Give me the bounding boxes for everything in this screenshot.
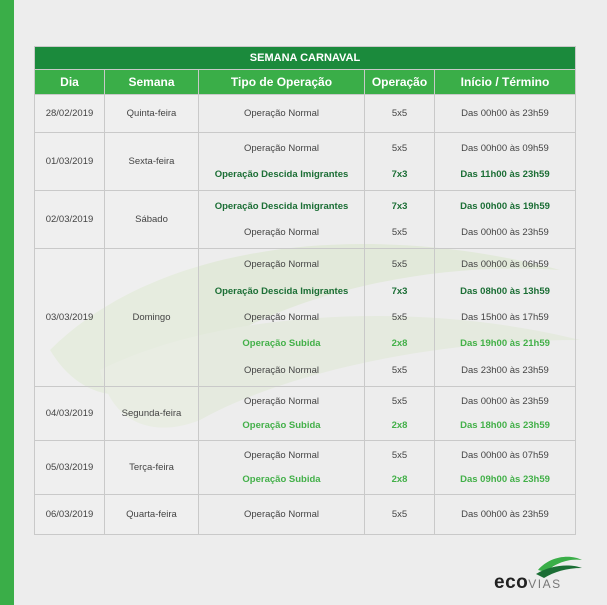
op-time-text: Das 00h00 às 23h59 bbox=[461, 108, 549, 119]
table-row bbox=[35, 249, 576, 387]
op-type-text: Operação Normal bbox=[244, 509, 319, 520]
cell-op bbox=[365, 95, 435, 133]
op-op-text: 5x5 bbox=[391, 259, 408, 271]
cell-type bbox=[199, 495, 365, 535]
op-type-text: Operação Descida Imigrantes bbox=[214, 285, 349, 297]
op-time-text: Das 00h00 às 23h59 bbox=[461, 396, 549, 407]
op-op-text: 5x5 bbox=[391, 108, 408, 119]
cell-lines bbox=[435, 252, 575, 384]
op-time-text: Das 00h00 às 06h59 bbox=[461, 259, 549, 271]
op-type-text: Operação Normal bbox=[244, 143, 319, 154]
logo-main: eco bbox=[494, 572, 529, 593]
cell-lines bbox=[365, 98, 434, 130]
cell-weekday: Sábado bbox=[105, 191, 199, 249]
op-time-text: Das 00h00 às 07h59 bbox=[461, 450, 549, 461]
cell-date: 06/03/2019 bbox=[35, 495, 105, 535]
op-type-text: Operação Normal bbox=[244, 259, 319, 271]
op-op-text: 5x5 bbox=[391, 509, 408, 520]
op-op-text: 5x5 bbox=[391, 364, 408, 376]
left-accent-stripe bbox=[0, 0, 14, 605]
cell-date: 28/02/2019 bbox=[35, 95, 105, 133]
cell-date: 02/03/2019 bbox=[35, 191, 105, 249]
cell-date: 05/03/2019 bbox=[35, 441, 105, 495]
op-op-text: 5x5 bbox=[391, 227, 408, 238]
cell-lines bbox=[199, 194, 364, 246]
op-time-text: Das 00h00 às 23h59 bbox=[461, 227, 549, 238]
cell-lines bbox=[435, 136, 575, 188]
table-row bbox=[35, 387, 576, 441]
cell-weekday: Sexta-feira bbox=[105, 133, 199, 191]
op-type-text: Operação Normal bbox=[244, 396, 319, 407]
op-time-text: Das 00h00 às 23h59 bbox=[461, 509, 549, 520]
cell-date: 03/03/2019 bbox=[35, 249, 105, 387]
op-op-text: 7x3 bbox=[391, 169, 408, 180]
header-operacao: Operação bbox=[365, 70, 435, 95]
cell-lines bbox=[365, 444, 434, 492]
cell-op bbox=[365, 387, 435, 441]
op-op-text: 2x8 bbox=[391, 420, 408, 431]
cell-lines bbox=[365, 498, 434, 532]
op-op-text: 5x5 bbox=[391, 143, 408, 154]
cell-type bbox=[199, 133, 365, 191]
cell-type bbox=[199, 249, 365, 387]
header-dia: Dia bbox=[35, 70, 105, 95]
schedule-body bbox=[35, 95, 576, 535]
cell-lines bbox=[435, 390, 575, 438]
table-row bbox=[35, 95, 576, 133]
cell-lines bbox=[199, 444, 364, 492]
op-op-text: 2x8 bbox=[391, 474, 408, 485]
op-type-text: Operação Normal bbox=[244, 311, 319, 323]
cell-weekday: Terça-feira bbox=[105, 441, 199, 495]
table-row bbox=[35, 191, 576, 249]
logo-accent: VIAS bbox=[528, 577, 562, 591]
cell-op bbox=[365, 495, 435, 535]
cell-op bbox=[365, 441, 435, 495]
cell-weekday: Segunda-feira bbox=[105, 387, 199, 441]
ecovias-logo bbox=[494, 572, 562, 594]
cell-type bbox=[199, 95, 365, 133]
cell-lines bbox=[199, 390, 364, 438]
op-type-text: Operação Descida Imigrantes bbox=[214, 169, 349, 180]
op-op-text: 5x5 bbox=[391, 450, 408, 461]
table-row bbox=[35, 133, 576, 191]
op-type-text: Operação Subida bbox=[242, 420, 321, 431]
cell-time bbox=[435, 133, 576, 191]
op-op-text: 5x5 bbox=[391, 396, 408, 407]
table-row bbox=[35, 441, 576, 495]
op-type-text: Operação Normal bbox=[244, 450, 319, 461]
op-type-text: Operação Normal bbox=[244, 108, 319, 119]
op-type-text: Operação Normal bbox=[244, 364, 319, 376]
op-time-text: Das 00h00 às 19h59 bbox=[460, 201, 550, 212]
cell-lines bbox=[199, 252, 364, 384]
cell-lines bbox=[199, 498, 364, 532]
cell-date: 04/03/2019 bbox=[35, 387, 105, 441]
cell-weekday: Domingo bbox=[105, 249, 199, 387]
cell-lines bbox=[435, 498, 575, 532]
table-row bbox=[35, 495, 576, 535]
op-time-text: Das 08h00 às 13h59 bbox=[460, 285, 550, 297]
cell-time bbox=[435, 95, 576, 133]
op-time-text: Das 09h00 às 23h59 bbox=[460, 474, 550, 485]
op-time-text: Das 15h00 às 17h59 bbox=[461, 311, 549, 323]
op-type-text: Operação Subida bbox=[242, 338, 321, 350]
op-time-text: Das 23h00 às 23h59 bbox=[461, 364, 549, 376]
table-title: SEMANA CARNAVAL bbox=[35, 47, 576, 70]
cell-time bbox=[435, 387, 576, 441]
cell-time bbox=[435, 441, 576, 495]
cell-lines bbox=[365, 390, 434, 438]
cell-lines bbox=[365, 136, 434, 188]
op-op-text: 7x3 bbox=[391, 201, 408, 212]
op-time-text: Das 00h00 às 09h59 bbox=[461, 143, 549, 154]
cell-lines bbox=[365, 252, 434, 384]
cell-date: 01/03/2019 bbox=[35, 133, 105, 191]
cell-lines bbox=[365, 194, 434, 246]
cell-op bbox=[365, 191, 435, 249]
header-inicio-termino: Início / Término bbox=[435, 70, 576, 95]
op-time-text: Das 19h00 às 21h59 bbox=[460, 338, 550, 350]
cell-op bbox=[365, 133, 435, 191]
header-semana: Semana bbox=[105, 70, 199, 95]
op-op-text: 2x8 bbox=[391, 338, 408, 350]
op-type-text: Operação Descida Imigrantes bbox=[214, 201, 349, 212]
cell-type bbox=[199, 387, 365, 441]
cell-time bbox=[435, 249, 576, 387]
header-tipo-operacao: Tipo de Operação bbox=[199, 70, 365, 95]
op-op-text: 7x3 bbox=[391, 285, 408, 297]
op-time-text: Das 11h00 às 23h59 bbox=[460, 169, 550, 180]
cell-lines bbox=[435, 98, 575, 130]
cell-type bbox=[199, 441, 365, 495]
cell-lines bbox=[435, 444, 575, 492]
cell-lines bbox=[199, 136, 364, 188]
cell-lines bbox=[199, 98, 364, 130]
op-op-text: 5x5 bbox=[391, 311, 408, 323]
op-type-text: Operação Subida bbox=[242, 474, 321, 485]
schedule-table bbox=[34, 46, 576, 535]
cell-lines bbox=[435, 194, 575, 246]
op-time-text: Das 18h00 às 23h59 bbox=[460, 420, 550, 431]
cell-time bbox=[435, 495, 576, 535]
cell-op bbox=[365, 249, 435, 387]
cell-time bbox=[435, 191, 576, 249]
cell-weekday: Quinta-feira bbox=[105, 95, 199, 133]
op-type-text: Operação Normal bbox=[244, 227, 319, 238]
cell-type bbox=[199, 191, 365, 249]
cell-weekday: Quarta-feira bbox=[105, 495, 199, 535]
